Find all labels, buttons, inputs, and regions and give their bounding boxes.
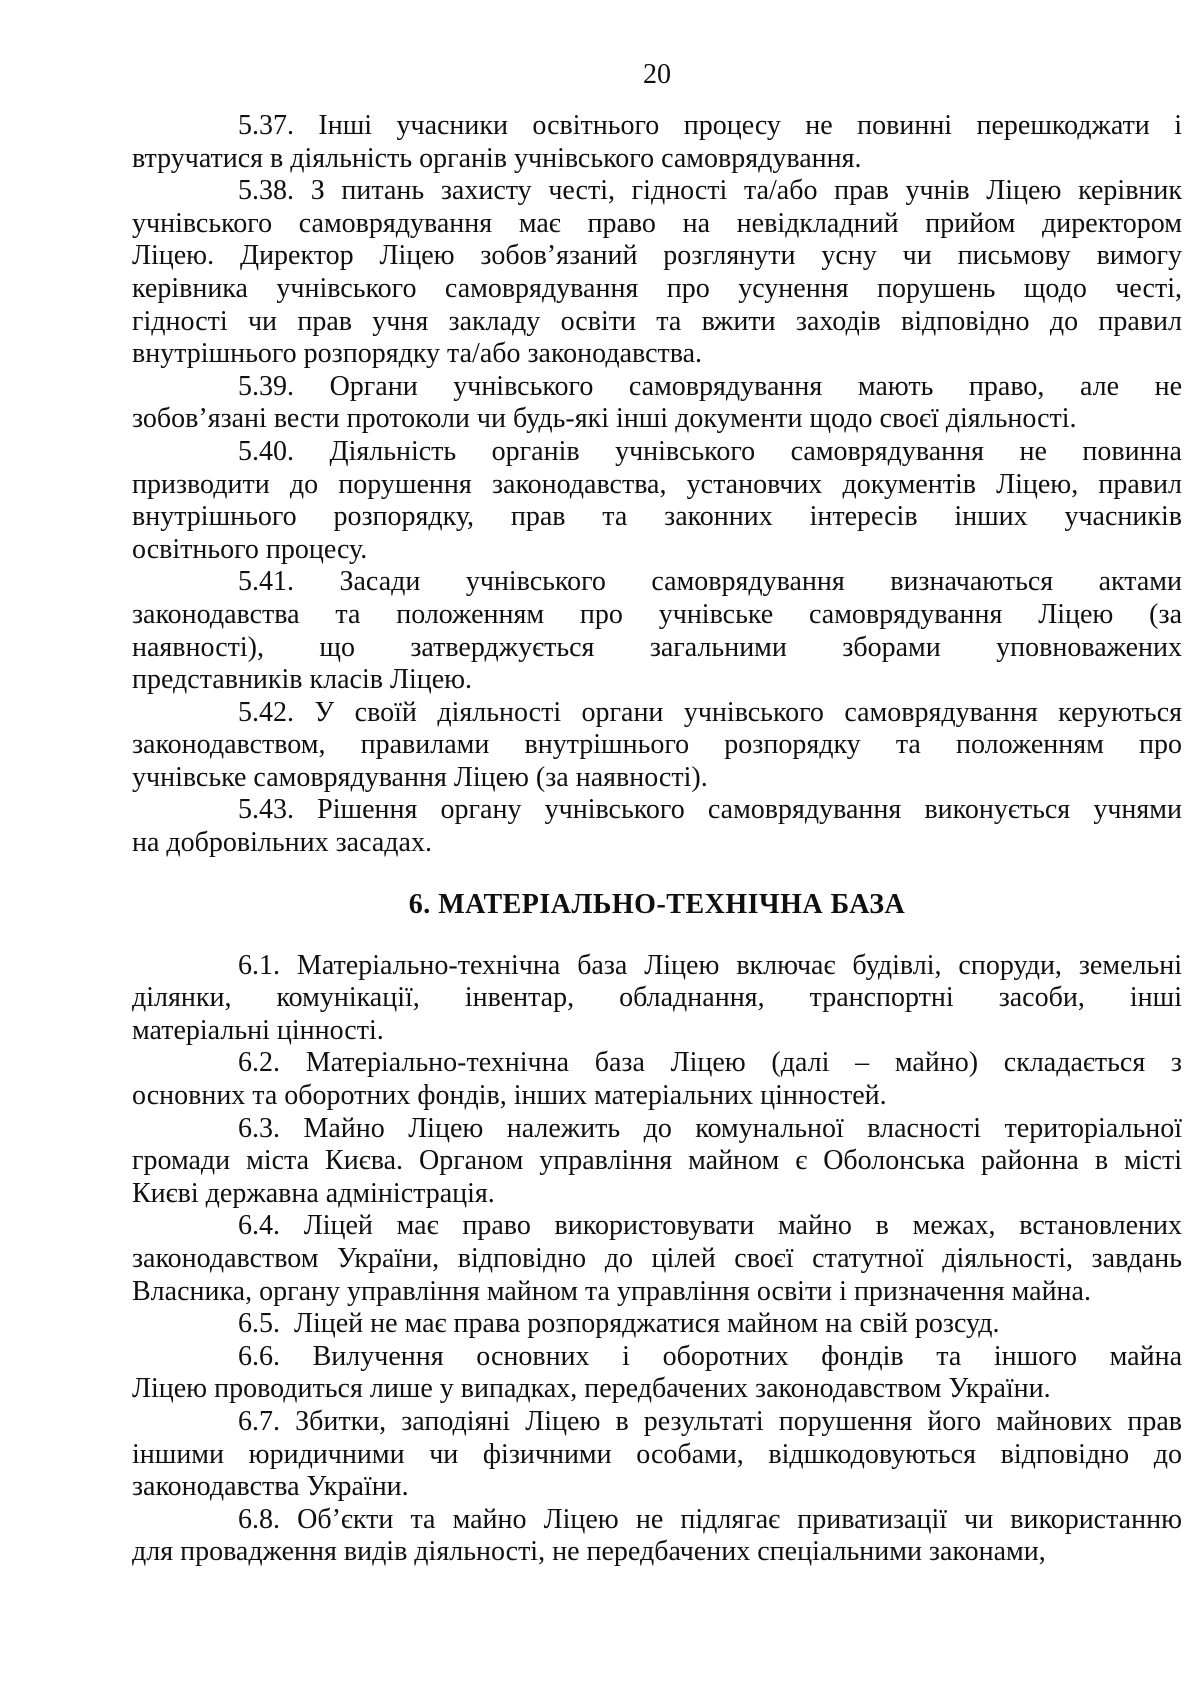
text-line: 6.2. Матеріально-технічна база Ліцею (далі – майно) складається з (238, 1047, 1182, 1079)
paragraph (132, 1113, 1182, 1211)
paragraph (132, 1406, 1182, 1504)
text-line: громади міста Києва. Органом управління майном є Оболонська районна в місті (132, 1145, 1182, 1177)
text-line: 5.42. У своїй діяльності органи учнівського самоврядування керуються (238, 696, 1182, 728)
text-line: 6.6. Вилучення основних і оборотних фондів та іншого майна (238, 1340, 1182, 1372)
page-header (132, 58, 1182, 92)
paragraph (132, 436, 1182, 566)
paragraph (132, 1047, 1182, 1112)
text-line: учнівського самоврядування має право на невідкладний прийом директором (132, 207, 1182, 239)
text-line: іншими юридичними чи фізичними особами, відшкодовуються відповідно до (132, 1438, 1182, 1470)
paragraph (132, 110, 1182, 175)
section-heading: 6. МАТЕРІАЛЬНО-ТЕХНІЧНА БАЗА (408, 888, 906, 920)
text-line: 6.4. Ліцей має право використовувати майно в межах, встановлених (238, 1210, 1182, 1242)
paragraph (132, 566, 1182, 696)
text-line: Києві державна адміністрація. (132, 1177, 495, 1209)
text-line: законодавства України. (132, 1471, 409, 1503)
paragraph (132, 1341, 1182, 1406)
text-line: призводити до порушення законодавства, установчих документів Ліцею, правил (132, 468, 1182, 500)
text-line: на добровільних засадах. (132, 827, 432, 859)
paragraph (132, 371, 1182, 436)
text-line: ділянки, комунікації, інвентар, обладнання, транспортні засоби, інші (132, 982, 1182, 1014)
text-line: учнівське самоврядування Ліцею (за наявності). (132, 761, 708, 793)
text-line: Ліцею. Директор Ліцею зобов’язаний розглянути усну чи письмову вимогу (132, 240, 1182, 272)
paragraph (132, 1210, 1182, 1308)
text-line: внутрішнього розпорядку, прав та законних інтересів інших учасників (132, 501, 1182, 533)
text-line: законодавством України, відповідно до цілей своєї статутної діяльності, завдань (132, 1243, 1182, 1274)
text-line: представників класів Ліцею. (132, 664, 473, 696)
text-line: керівника учнівського самоврядування про усунення порушень щодо честі, (132, 272, 1182, 304)
text-line: 5.40. Діяльність органів учнівського самоврядування не повинна (238, 435, 1182, 467)
paragraph (132, 950, 1182, 1048)
text-line: 5.43. Рішення органу учнівського самоврядування виконується учнями (238, 794, 1182, 826)
text-line: наявності), що затверджується загальними зборами уповноважених (132, 631, 1182, 663)
text-line: 6.7. Збитки, заподіяні Ліцею в результаті порушення його майнових прав (238, 1405, 1182, 1437)
text-line: для провадження видів діяльності, не передбачених спеціальними законами, (132, 1536, 1046, 1568)
text-line: втручатися в діяльність органів учнівського самоврядування. (132, 142, 862, 174)
paragraph (132, 697, 1182, 795)
text-line: 6.5. Ліцей не має права розпоряджатися майном на свій розсуд. (238, 1308, 1000, 1340)
text-line: матеріальні цінності. (132, 1014, 384, 1046)
page-number: 20 (643, 59, 671, 90)
text-line: 5.38. З питань захисту честі, гідності та/або прав учнів Ліцею керівник (238, 175, 1182, 207)
document-body (132, 110, 1182, 1569)
text-line: зобов’язані вести протоколи чи будь-які інші документи щодо своєї діяльності. (132, 403, 1077, 435)
text-line: освітнього процесу. (132, 533, 368, 565)
text-line: 5.39. Органи учнівського самоврядування мають право, але не (238, 370, 1182, 402)
text-line: 6.1. Матеріально-технічна база Ліцею включає будівлі, споруди, земельні (238, 949, 1182, 981)
paragraph (132, 175, 1182, 371)
text-line: 5.37. Інші учасники освітнього процесу не повинні перешкоджати і (238, 110, 1182, 141)
text-line: 5.41. Засади учнівського самоврядування визначаються актами (238, 566, 1182, 598)
paragraph (132, 1308, 1182, 1341)
text-line: гідності чи прав учня закладу освіти та вжити заходів відповідно до правил (132, 305, 1182, 337)
text-line: Ліцею проводиться лише у випадках, передбачених законодавством України. (132, 1373, 1051, 1405)
text-line: основних та оборотних фондів, інших матеріальних цінностей. (132, 1080, 887, 1112)
text-line: 6.3. Майно Ліцею належить до комунальної власності територіальної (238, 1112, 1182, 1144)
text-line: Власника, органу управління майном та управління освіти і призначення майна. (132, 1275, 1091, 1307)
paragraph (132, 794, 1182, 859)
text-line: законодавством, правилами внутрішнього розпорядку та положенням про (132, 729, 1182, 761)
text-line: 6.8. Об’єкти та майно Ліцею не підлягає приватизації чи використанню (238, 1503, 1182, 1535)
text-line: внутрішнього розпорядку та/або законодавства. (132, 338, 703, 370)
paragraph (132, 1504, 1182, 1569)
text-line: законодавства та положенням про учнівське самоврядування Ліцею (за (132, 598, 1182, 630)
